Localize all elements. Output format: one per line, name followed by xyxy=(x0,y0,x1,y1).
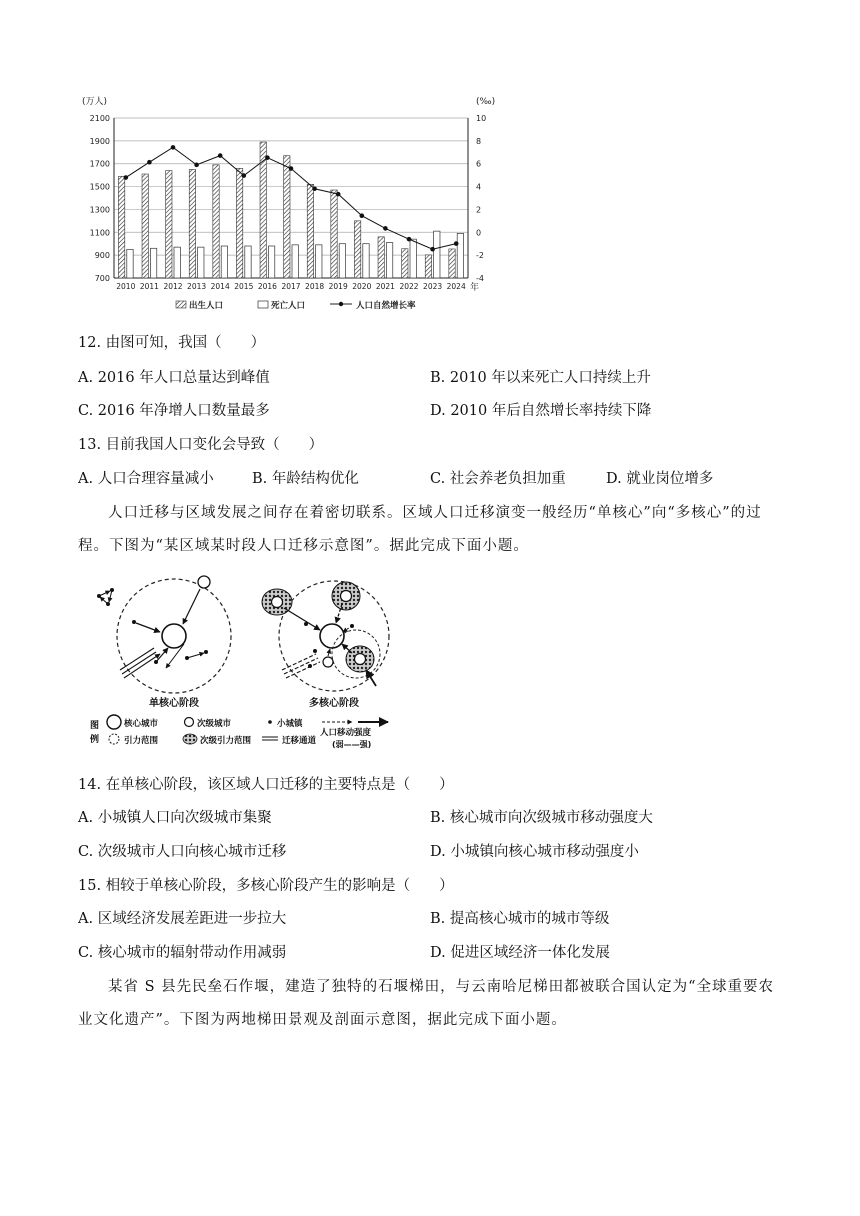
legend-secondary-city-icon xyxy=(185,718,194,727)
migration-arrow xyxy=(100,597,108,604)
births-bar xyxy=(189,169,195,278)
left-tick-label: 700 xyxy=(94,274,110,283)
diagram-legend xyxy=(90,715,388,749)
x-tick-labels xyxy=(116,282,466,291)
right-tick-labels xyxy=(476,114,486,283)
legend-secondary-attraction-icon xyxy=(183,734,197,744)
x-tick-label: 2016 xyxy=(257,282,277,291)
deaths-bar xyxy=(174,247,180,278)
left-tick-label: 1500 xyxy=(89,182,110,192)
births-bar xyxy=(284,156,290,278)
right-tick-label: 8 xyxy=(476,136,482,146)
growth-rate-point xyxy=(430,247,435,252)
passage-terraces: 某省 S 县先民垒石作堰，建造了独特的石堰梯田，与云南哈尼梯田都被联合国认定为“全球重要农业文化遗产”。下图为两地梯田景观及剖面示意图，据此完成下面小题。 xyxy=(78,979,775,1028)
legend-town-icon xyxy=(268,720,272,724)
q12-option-c[interactable]: C. 2016 年净增人口数量最多 xyxy=(78,403,270,419)
deaths-bar xyxy=(457,233,463,278)
right-tick-label: 2 xyxy=(476,205,482,215)
growth-rate-point xyxy=(265,155,270,160)
migration-arrow xyxy=(328,649,330,656)
secondary-city xyxy=(272,597,283,608)
right-tick-label: 6 xyxy=(476,159,482,169)
x-tick-label: 2023 xyxy=(423,282,443,291)
deaths-bar xyxy=(292,245,298,278)
growth-rate-point xyxy=(124,175,129,180)
left-tick-label: 900 xyxy=(94,251,110,261)
right-tick-label: 10 xyxy=(476,114,487,123)
right-tick-label: -4 xyxy=(476,274,484,283)
legend-strength-label: 人口移动强度 xyxy=(320,728,372,738)
small-town xyxy=(132,620,136,624)
deaths-bar xyxy=(339,244,345,278)
x-tick-label: 2013 xyxy=(187,282,207,291)
q13-stem: 13. 目前我国人口变化会导致（ ） xyxy=(78,437,324,453)
single-core-panel xyxy=(97,576,231,709)
q14-option-c[interactable]: C. 次级城市人口向核心城市迁移 xyxy=(78,844,287,860)
legend-attraction-icon xyxy=(109,734,119,744)
births-bar xyxy=(213,165,219,278)
x-tick-label: 2018 xyxy=(305,282,325,291)
left-tick-label: 1700 xyxy=(89,159,110,169)
x-tick-label: 2011 xyxy=(139,282,159,291)
left-tick-label: 2100 xyxy=(89,114,110,123)
growth-rate-line xyxy=(124,145,459,251)
deaths-bar xyxy=(410,239,416,278)
deaths-bar xyxy=(198,247,204,278)
left-tick-label: 1300 xyxy=(89,205,110,215)
x-tick-label: 2020 xyxy=(352,282,372,291)
q15-option-a[interactable]: A. 区域经济发展差距进一步拉大 xyxy=(78,911,287,927)
legend-title-char-2: 例 xyxy=(90,735,100,745)
q14-option-a[interactable]: A. 小城镇人口向次级城市集聚 xyxy=(78,810,272,826)
x-tick-label: 2012 xyxy=(163,282,183,291)
legend-channel-label: 迁移通道 xyxy=(282,736,317,746)
deaths-bar xyxy=(127,249,133,278)
migration-arrow xyxy=(109,590,112,602)
deaths-bar xyxy=(268,246,274,278)
growth-rate-point xyxy=(312,186,317,191)
growth-rate-point xyxy=(171,145,176,150)
small-town xyxy=(304,622,308,626)
deaths-bar xyxy=(386,243,392,278)
growth-rate-point xyxy=(194,163,199,168)
legend-attraction-label: 引力范围 xyxy=(124,736,159,746)
growth-rate-point xyxy=(454,241,459,246)
deaths-bar xyxy=(316,245,322,278)
migration-arrow xyxy=(342,644,352,653)
q13-option-d[interactable]: D. 就业岗位增多 xyxy=(606,471,714,487)
births-bar xyxy=(402,249,408,278)
q13-option-c[interactable]: C. 社会养老负担加重 xyxy=(430,471,566,487)
births-bar xyxy=(236,168,242,278)
x-tick-label: 2015 xyxy=(234,282,254,291)
secondary-city xyxy=(198,576,210,588)
x-tick-label: 2014 xyxy=(210,282,230,291)
births-bar xyxy=(166,171,172,278)
q13-option-a[interactable]: A. 人口合理容量减小 xyxy=(78,471,214,487)
secondary-city xyxy=(323,657,333,667)
births-bar xyxy=(354,221,360,278)
x-tick-label: 2021 xyxy=(375,282,395,291)
q15-stem: 15. 相较于单核心阶段，多核心阶段产生的影响是（ ） xyxy=(78,878,454,894)
left-tick-label: 1900 xyxy=(89,136,110,146)
x-tick-label: 2019 xyxy=(328,282,348,291)
growth-rate-point xyxy=(336,192,341,197)
legend-swatch-births xyxy=(176,301,186,308)
chart-legend xyxy=(176,300,416,311)
births-bar xyxy=(118,176,124,278)
multi-core-panel xyxy=(262,581,389,709)
legend-strength-range: (弱——强) xyxy=(332,740,372,749)
growth-rate-polyline xyxy=(126,147,456,249)
small-town xyxy=(204,650,208,654)
migration-arrow xyxy=(284,608,320,630)
q15-option-d[interactable]: D. 促进区域经济一体化发展 xyxy=(430,945,610,961)
births-bar xyxy=(425,255,431,278)
q14-option-b[interactable]: B. 核心城市向次级城市移动强度大 xyxy=(430,810,653,826)
migration-arrow xyxy=(136,623,160,632)
growth-rate-point xyxy=(147,160,152,165)
growth-rate-point xyxy=(218,153,223,158)
multi-core-title: 多核心阶段 xyxy=(309,698,359,709)
growth-rate-point xyxy=(242,173,247,178)
core-city xyxy=(162,624,186,648)
legend-label-deaths: 死亡人口 xyxy=(271,301,306,311)
deaths-bar xyxy=(150,248,156,278)
small-town xyxy=(154,660,158,664)
births-bar xyxy=(378,237,384,278)
right-axis-unit: (‰) xyxy=(476,97,496,107)
q12-option-a[interactable]: A. 2016 年人口总量达到峰值 xyxy=(78,370,270,386)
migration-arrow xyxy=(187,653,204,658)
births-bar xyxy=(307,184,313,278)
growth-rate-point xyxy=(407,237,412,242)
q13-option-b[interactable]: B. 年龄结构优化 xyxy=(252,471,359,487)
q12-stem: 12. 由图可知，我国（ ） xyxy=(78,335,266,351)
deaths-bar xyxy=(221,246,227,278)
migration-diagram xyxy=(84,574,414,750)
x-tick-label: 2010 xyxy=(116,282,136,291)
secondary-city xyxy=(341,591,352,602)
q12-option-b[interactable]: B. 2010 年以来死亡人口持续上升 xyxy=(430,370,651,386)
legend-title-char-1: 图 xyxy=(90,721,100,731)
x-tick-label: 2022 xyxy=(399,282,419,291)
legend-town-label: 小城镇 xyxy=(277,719,303,729)
births-bar xyxy=(449,249,455,278)
legend-label-rate: 人口自然增长率 xyxy=(356,301,416,311)
legend-label-births: 出生人口 xyxy=(189,301,224,311)
deaths-bar xyxy=(434,231,440,278)
growth-rate-point xyxy=(289,166,294,171)
right-tick-label: 0 xyxy=(476,228,482,238)
migration-arrow xyxy=(183,589,200,624)
left-tick-labels xyxy=(90,114,110,283)
x-tick-label: 2024 xyxy=(446,282,466,291)
chart-bars xyxy=(118,142,463,278)
legend-core-city-icon xyxy=(107,715,121,729)
right-tick-label: -2 xyxy=(476,251,484,261)
single-core-title: 单核心阶段 xyxy=(149,698,199,709)
q14-stem: 14. 在单核心阶段，该区域人口迁移的主要特点是（ ） xyxy=(78,777,454,793)
births-bar xyxy=(331,190,337,278)
population-chart xyxy=(70,92,500,322)
growth-rate-point xyxy=(383,226,388,231)
legend-secondary-attraction-label: 次级引力范围 xyxy=(200,736,252,746)
legend-core-city-label: 核心城市 xyxy=(124,719,159,729)
x-tick-label: 2017 xyxy=(281,282,301,291)
births-bar xyxy=(142,174,148,278)
x-axis-suffix: 年 xyxy=(470,283,480,293)
q15-option-b[interactable]: B. 提高核心城市的城市等级 xyxy=(430,911,610,927)
left-axis-unit: (万人) xyxy=(82,97,108,107)
legend-secondary-city-label: 次级城市 xyxy=(197,719,232,729)
left-tick-label: 1100 xyxy=(89,228,110,238)
q12-option-d[interactable]: D. 2010 年后自然增长率持续下降 xyxy=(430,403,652,419)
deaths-bar xyxy=(363,244,369,278)
passage-migration: 人口迁移与区域发展之间存在着密切联系。区域人口迁移演变一般经历“单核心”向“多核心”的过程。下图为“某区域某时段人口迁移示意图”。据此完成下面小题。 xyxy=(78,505,762,554)
migration-arrow xyxy=(99,591,110,596)
secondary-city xyxy=(355,654,366,665)
legend-swatch-deaths xyxy=(258,301,268,308)
migration-channel xyxy=(120,648,160,678)
growth-rate-point xyxy=(360,213,365,218)
q15-option-c[interactable]: C. 核心城市的辐射带动作用减弱 xyxy=(78,945,287,961)
town-cluster xyxy=(97,588,114,606)
q14-option-d[interactable]: D. 小城镇向核心城市移动强度小 xyxy=(430,844,639,860)
small-town xyxy=(313,649,317,653)
deaths-bar xyxy=(245,246,251,278)
right-tick-label: 4 xyxy=(476,182,482,192)
legend-rate-dot xyxy=(339,302,343,306)
